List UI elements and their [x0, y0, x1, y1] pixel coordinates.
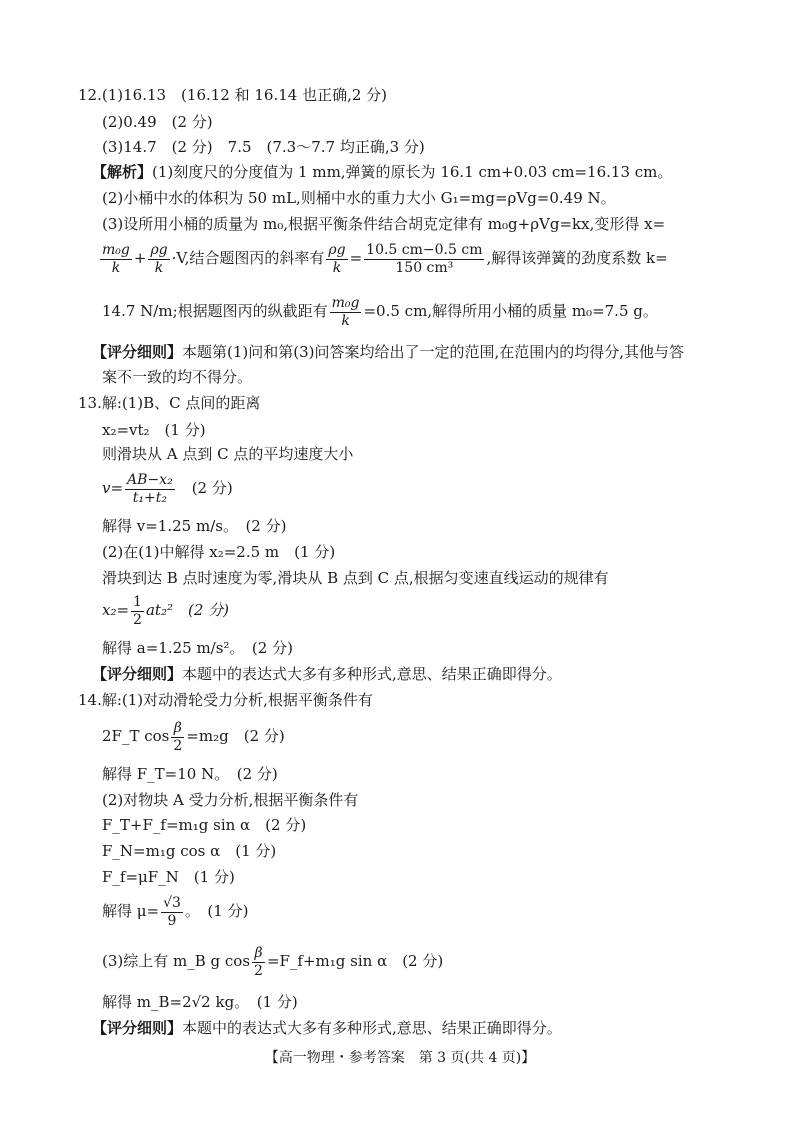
- q13-line-1: 13.解:(1)B、C 点间的距离: [78, 394, 261, 412]
- q14-line-10: 解得 m_B=2√2 kg。 (1 分): [102, 993, 298, 1011]
- q13-scoring: [92, 664, 562, 684]
- fraction: $\frac{\beta}{2}$: [254, 944, 263, 979]
- q13-line-6: (2)在(1)中解得 x₂=2.5 m (1 分): [102, 543, 336, 561]
- q13-line-8: x₂= $\frac{1}{2}$ at₂² (2 分): [102, 593, 229, 628]
- q12-line-4: (1)刻度尺的分度值为 1 mm,弹簧的原长为 16.1 cm+0.03 cm=16.13 cm。: [152, 163, 673, 181]
- fraction: $\frac{√3}{9}$: [163, 894, 181, 929]
- q12-line-1: 12.(1)16.13 (16.12 和 16.14 也正确,2 分): [78, 86, 388, 104]
- q14-line-3: 解得 F_T=10 N。 (2 分): [102, 765, 278, 783]
- scoring-tag: 【评分细则】: [92, 343, 183, 361]
- q14-line-5: F_T+F_f=m₁g sin α (2 分): [102, 816, 307, 834]
- fraction: $\frac{1}{2}$: [133, 593, 142, 628]
- q13-line-7: 滑块到达 B 点时速度为零,滑块从 B 点到 C 点,根据匀变速直线运动的规律有: [102, 569, 609, 587]
- q13-line-4: v= $\frac{\text{AB−x₂}}{\text{t₁+t₂}}$ (2 分): [102, 471, 233, 506]
- scoring-tag: 【评分细则】: [92, 665, 183, 683]
- fraction: $\frac{\text{m₀g}}{k}$: [102, 241, 130, 276]
- q13-line-3: 则滑块从 A 点到 C 点的平均速度大小: [102, 445, 354, 463]
- q12-line-8: 14.7 N/m;根据题图丙的纵截距有 $\frac{\text{m₀g}}{k}$ =0.5 cm,解得所用小桶的质量 m₀=7.5 g。: [102, 294, 658, 329]
- fraction: $\frac{\text{m₀g}}{k}$: [331, 294, 360, 329]
- q14-line-1: 14.解:(1)对动滑轮受力分析,根据平衡条件有: [78, 691, 373, 709]
- fraction: $\frac{\beta}{2}$: [173, 719, 183, 754]
- q14-scoring: [92, 1018, 562, 1038]
- q12-line-3: (3)14.7 (2 分) 7.5 (7.3～7.7 均正确,3 分): [102, 138, 425, 156]
- q12-line-10: 案不一致的均不得分。: [102, 368, 253, 386]
- q12-line-2: (2)0.49 (2 分): [102, 113, 213, 131]
- q13-line-5: 解得 v=1.25 m/s。 (2 分): [102, 517, 287, 535]
- q14-line-6: F_N=m₁g cos α (1 分): [102, 842, 277, 860]
- q12-line-7: $\frac{\text{m₀g}}{k}$ + $\frac{\rho g}{k}$ ·V,结合题图丙的斜率有 $\frac{\rho g}{k}$ = $\frac{10.5 cm-0.5 cm}{\text{150 cm³}}$ ,解得该弹簧的劲度系数 k=: [102, 241, 668, 276]
- q14-line-8: 解得 μ= $\frac{√3}{9}$ 。 (1 分): [102, 894, 249, 929]
- fraction: $\frac{\text{AB−x₂}}{\text{t₁+t₂}}$: [127, 471, 173, 506]
- q12-line-6: (3)设所用小桶的质量为 m₀,根据平衡条件结合胡克定律有 m₀g+ρVg=kx,变形得 x=: [102, 215, 666, 233]
- fraction: $\frac{\rho g}{k}$: [328, 241, 346, 276]
- q12-line-9: 本题第(1)问和第(3)问答案均给出了一定的范围,在范围内的均得分,其他与答: [182, 343, 685, 361]
- q14-line-11: 本题中的表达式大多有多种形式,意思、结果正确即得分。: [182, 1019, 562, 1037]
- q12-line-5: (2)小桶中水的体积为 50 mL,则桶中水的重力大小 G₁=mg=ρVg=0.49 N。: [102, 189, 616, 207]
- q14-line-4: (2)对物块 A 受力分析,根据平衡条件有: [102, 791, 359, 809]
- scoring-tag: 【评分细则】: [92, 1019, 183, 1037]
- q12-analysis: [92, 162, 672, 182]
- q12-scoring: [92, 342, 684, 362]
- q13-line-10: 本题中的表达式大多有多种形式,意思、结果正确即得分。: [182, 665, 562, 683]
- fraction: $\frac{\rho g}{k}$: [150, 241, 168, 276]
- analysis-tag: 【解析】: [92, 163, 153, 181]
- q14-line-9: (3)综上有 m_B g cos $\frac{\beta}{2}$ =F_f+m₁g sin α (2 分): [102, 944, 444, 979]
- q13-line-9: 解得 a=1.25 m/s²。 (2 分): [102, 639, 293, 657]
- q14-line-2: 2F_T cos $\frac{\beta}{2}$ =m₂g (2 分): [102, 719, 285, 754]
- page-footer: 【高一物理・参考答案 第 3 页(共 4 页)】: [264, 1050, 536, 1066]
- q13-line-2: x₂=vt₂ (1 分): [102, 421, 206, 439]
- fraction: $\frac{10.5 cm-0.5 cm}{\text{150 cm³}}$: [366, 241, 483, 276]
- q14-line-7: F_f=μF_N (1 分): [102, 868, 235, 886]
